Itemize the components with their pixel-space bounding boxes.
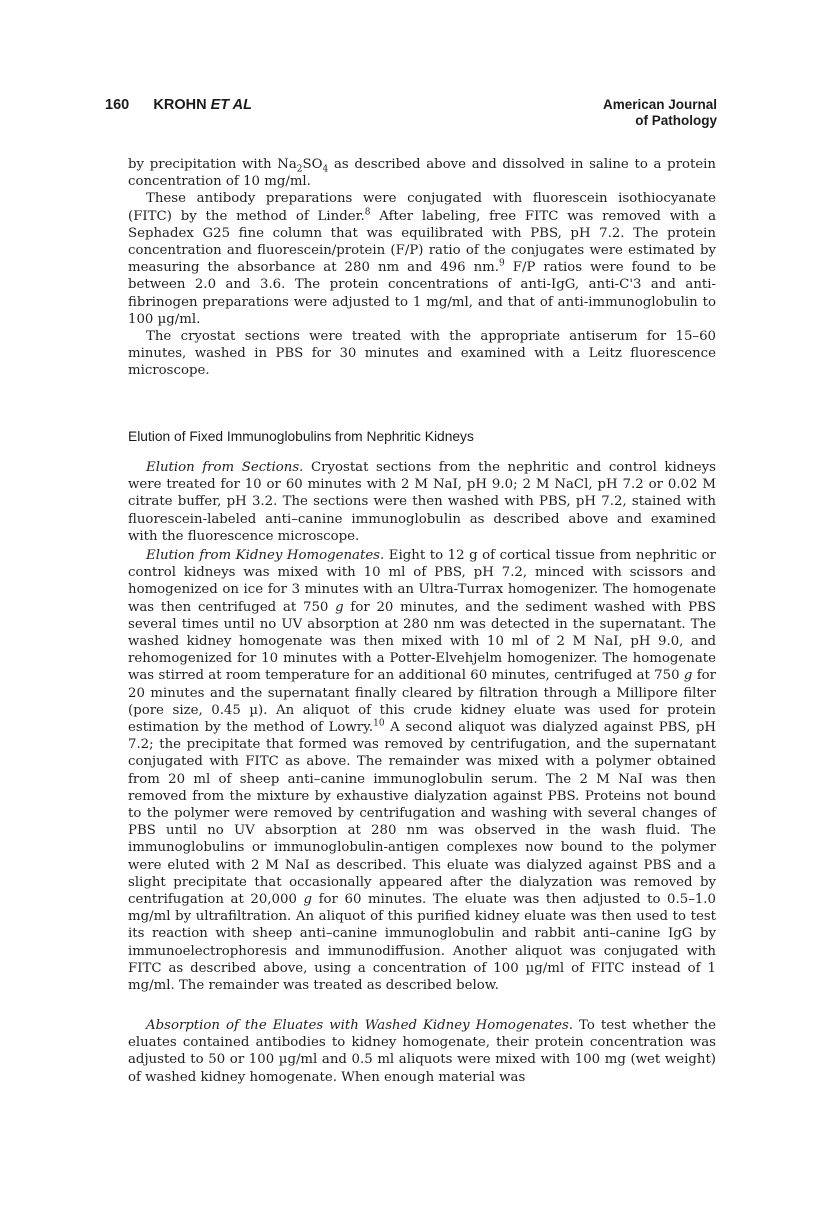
header-authors: KROHN	[153, 97, 207, 113]
runin-heading-absorption: Absorption of the Eluates with Washed Kidney Homogenates.	[146, 1018, 573, 1033]
journal-title-line1: American Journal	[602, 97, 717, 112]
text-block-elution-homogenates	[128, 547, 716, 994]
paragraph-conjugation: These antibody preparations were conjugated with fluorescein isothiocyanate (FITC) by the method of Linder.$^8$ After labeling, free FITC was removed with a Sephadex G25 fine column that was equilibrated with PBS, pH 7.2. The protein concentration and fluorescein/protein (F/P) ratio of the conjugates were estimated by measuring the absorbance at 280 nm and 496 nm.$^9$ F/P ratios were found to be between 2.0 and 3.6. The protein concentrations of anti-IgG, anti-C'3 and anti-fibrinogen preparations were adjusted to 1 mg/ml, and that of anti-immunoglobulin to 100 µg/ml.	[128, 191, 717, 327]
header-left	[105, 97, 252, 113]
journal-title-line2: of Pathology	[635, 113, 717, 128]
page-number: 160	[105, 97, 130, 113]
paragraph-elution-homogenates: Elution from Kidney Homogenates. Eight to 12 g of cortical tissue from nephritic or control kidneys was mixed with 10 ml of PBS, pH 7.2, minced with scissors and homogenized on ice for 3 minutes with an Ultra-Turrax homogenizer. The homogenate was then centrifuged at 750 g for 20 minutes, and the sediment washed with PBS several times until no UV absorption at 280 nm was detected in the supernatant. The washed kidney homogenate was then mixed with 10 ml of 2 M NaI, pH 9.0, and rehomogenized for 10 minutes with a Potter-Elvehjelm homogenizer. The homogenate was stirred at room temperature for an additional 60 minutes, centrifuged at 750 g for 20 minutes and the supernatant finally cleared by filtration through a Millipore filter (pore size, 0.45 µ). An aliquot of this crude kidney eluate was used for protein estimation by the method of Lowry.$^{10}$ A second aliquot was dialyzed against PBS, pH 7.2; the precipitate that formed was removed by centrifugation, and the supernatant conjugated with FITC as above. The remainder was mixed with a polymer obtained from 20 ml of sheep anti–canine immunoglobulin serum. The 2 M NaI was then removed from the mixture by exhaustive dialyzation against PBS. Proteins not bound to the polymer were removed by centrifugation and washing with several changes of PBS until no UV absorption at 280 nm was observed in the wash fluid. The immunoglobulins or immunoglobulin-antigen complexes now bound to the polymer were eluted with 2 M NaI as described. This eluate was dialyzed against PBS and a slight precipitate that occasionally appeared after the dialyzation was removed by centrifugation at 20,000 g for 60 minutes. The eluate was then adjusted to 0.5–1.0 mg/ml by ultrafiltration. An aliquot of this purified kidney eluate was then used to test its reaction with sheep anti–canine immunoglobulin and rabbit anti–canine IgG by immunoelectrophoresis and immunodiffusion. Another aliquot was conjugated with FITC as described above, using a concentration of 100 µg/ml of FITC instead of 1 mg/ml. The remainder was treated as described below.	[128, 548, 716, 994]
runin-heading-sections: Elution from Sections.	[146, 460, 304, 475]
paragraph-precipitation: by precipitation with $Na_2SO_4$ as described above and dissolved in saline to a protein concentration of 10 mg/ml.	[128, 157, 717, 190]
reference-8: 8	[364, 207, 371, 218]
reference-9: 9	[498, 258, 505, 269]
reference-10: 10	[373, 718, 385, 729]
running-header	[105, 97, 717, 133]
journal-title	[603, 97, 717, 129]
paragraph-absorption: Absorption of the Eluates with Washed Kidney Homogenates. To test whether the eluates contained antibodies to kidney homogenate, their protein concentration was adjusted to 50 or 100 µg/ml and 0.5 ml aliquots were mixed with 100 mg (wet weight) of washed kidney homogenate. When enough material was	[128, 1018, 716, 1085]
text-block-methods	[128, 156, 716, 380]
header-etal: ET AL	[210, 97, 252, 113]
text-block-absorption	[128, 1017, 716, 1086]
section-heading: Elution of Fixed Immunoglobulins from Nephritic Kidneys	[128, 429, 474, 444]
paragraph-elution-sections: Elution from Sections. Cryostat sections from the nephritic and control kidneys were treated for 10 or 60 minutes with 2 M NaI, pH 9.0; 2 M NaCl, pH 7.2 or 0.02 M citrate buffer, pH 3.2. The sections were then washed with PBS, pH 7.2, stained with fluorescein-labeled anti–canine immunoglobulin as described above and examined with the fluorescence microscope.	[128, 460, 716, 544]
text-block-elution-sections	[128, 459, 716, 545]
runin-heading-homogenates: Elution from Kidney Homogenates.	[146, 548, 385, 563]
paragraph-cryostat: The cryostat sections were treated with the appropriate antiserum for 15–60 minutes, washed in PBS for 30 minutes and examined with a Leitz fluorescence microscope.	[128, 329, 716, 379]
